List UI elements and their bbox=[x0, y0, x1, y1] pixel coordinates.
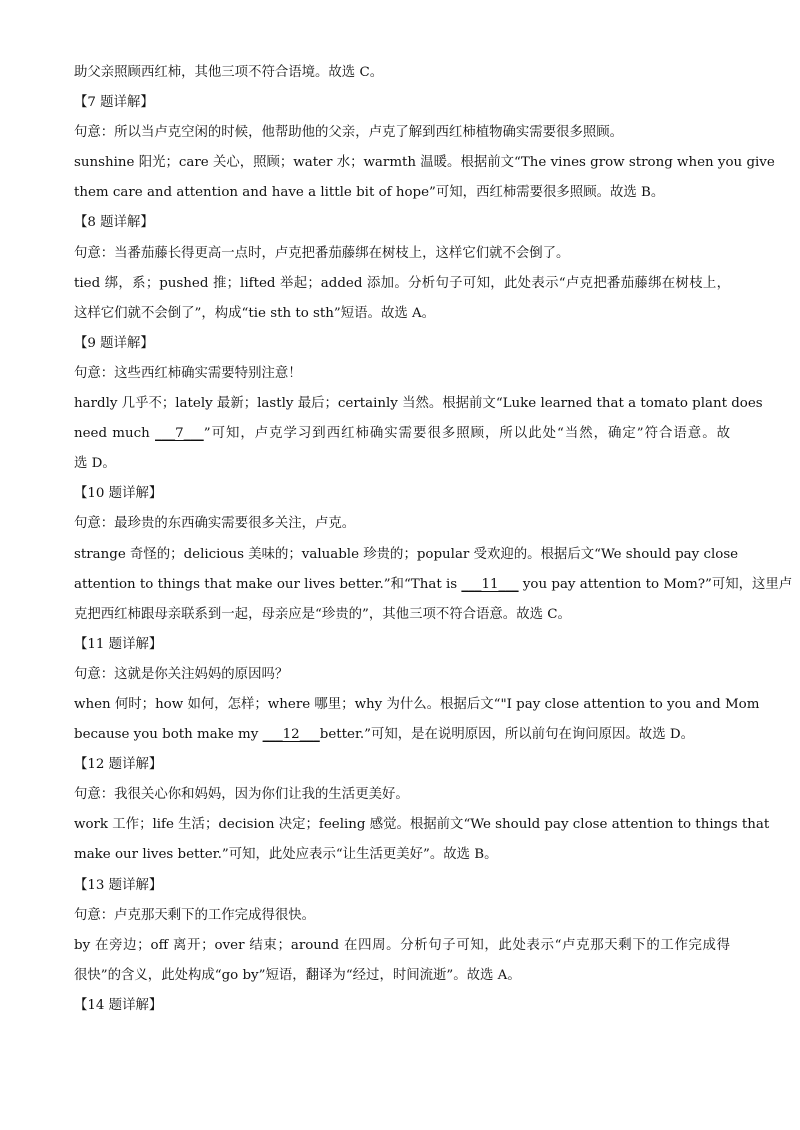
line-text: you pay attention to Mom?”可知，这里卢 bbox=[518, 576, 793, 592]
explanation-line: 句意：卢克那天剩下的工作完成得很快。 bbox=[74, 907, 316, 923]
explanation-line: 很快”的含义，此处构成“go by”短语，翻译为“经过，时间流逝”。故选 A。 bbox=[74, 967, 521, 983]
explanation-line: 克把西红柿跟母亲联系到一起，母亲应是“珍贵的”，其他三项不符合语意。故选 C。 bbox=[74, 606, 571, 622]
section-heading: 【12 题详解】 bbox=[74, 757, 163, 773]
explanation-line: them care and attention and have a little bit of hope”可知，西红柿需要很多照顾。故选 B。 bbox=[74, 185, 665, 201]
explanation-line: 这样它们就不会倒了”，构成“tie sth to sth”短语。故选 A。 bbox=[74, 305, 436, 321]
section-heading: 【9 题详解】 bbox=[74, 335, 154, 351]
explanation-line: strange 奇怪的；delicious 美味的；valuable 珍贵的；popular 受欢迎的。根据后文“We should pay close bbox=[74, 546, 739, 562]
document-page bbox=[74, 58, 793, 1021]
explanation-line: sunshine 阳光；care 关心，照顾；water 水；warmth 温暖。根据前文“The vines grow strong when you give bbox=[74, 155, 775, 171]
explanation-line: 句意：所以当卢克空闲的时候，他帮助他的父亲，卢克了解到西红柿植物确实需要很多照顾。 bbox=[74, 125, 624, 141]
explanation-line: hardly 几乎不；lately 最新；lastly 最后；certainly 当然。根据前文“Luke learned that a tomato plant does bbox=[74, 396, 763, 412]
answer-blank: ___12___ bbox=[262, 727, 320, 743]
line-text: ”可知，卢克学习到西红柿确实需要很多照顾，所以此处“当然，确定”符合语意。故 bbox=[203, 426, 730, 442]
line-text: attention to things that make our lives better.”和“That is bbox=[74, 576, 462, 592]
explanation-line: 句意：这些西红柿确实需要特别注意！ bbox=[74, 365, 302, 381]
explanation-line: 助父亲照顾西红柿，其他三项不符合语境。故选 C。 bbox=[74, 65, 384, 80]
explanation-line: 句意：最珍贵的东西确实需要很多关注，卢克。 bbox=[74, 516, 356, 532]
explanation-line: 句意：当番茄藤长得更高一点时，卢克把番茄藤绑在树枝上，这样它们就不会倒了。 bbox=[74, 245, 570, 261]
explanation-line: work 工作；life 生活；decision 决定；feeling 感觉。根据前文“We should pay close attention to things that bbox=[74, 817, 770, 833]
answer-blank: ___11___ bbox=[461, 576, 519, 592]
explanation-line: 句意：我很关心你和妈妈，因为你们让我的生活更美好。 bbox=[74, 787, 409, 803]
section-heading: 【14 题详解】 bbox=[74, 997, 163, 1013]
line-text: need much bbox=[74, 426, 156, 442]
section-heading: 【13 题详解】 bbox=[74, 877, 163, 893]
line-text: because you both make my bbox=[74, 727, 263, 743]
explanation-line bbox=[74, 720, 730, 750]
explanation-line: by 在旁边；off 离开；over 结束；around 在四周。分析句子可知，此处表示“卢克那天剩下的工作完成得 bbox=[74, 937, 730, 953]
section-heading: 【10 题详解】 bbox=[74, 486, 163, 502]
section-heading: 【7 题详解】 bbox=[74, 95, 154, 111]
explanation-line: 句意：这就是你关注妈妈的原因吗？ bbox=[74, 666, 289, 682]
explanation-line: make our lives better.”可知，此处应表示“让生活更美好”。故选 B。 bbox=[74, 847, 498, 863]
explanation-line bbox=[74, 570, 793, 600]
line-text: better.”可知，是在说明原因，所以前句在询问原因。故选 D。 bbox=[319, 727, 694, 743]
explanation-line: 选 D。 bbox=[74, 456, 116, 472]
section-heading: 【11 题详解】 bbox=[74, 636, 163, 652]
section-heading: 【8 题详解】 bbox=[74, 215, 154, 231]
answer-blank: ___7___ bbox=[155, 426, 204, 442]
explanation-line: when 何时；how 如何，怎样；where 哪里；why 为什么。根据后文“"I pay close attention to you and Mom bbox=[74, 696, 760, 712]
document-body bbox=[74, 58, 793, 1021]
explanation-line: tied 绑，系；pushed 推；lifted 举起；added 添加。分析句子可知，此处表示“卢克把番茄藤绑在树枝上， bbox=[74, 275, 730, 291]
explanation-line bbox=[74, 419, 730, 449]
